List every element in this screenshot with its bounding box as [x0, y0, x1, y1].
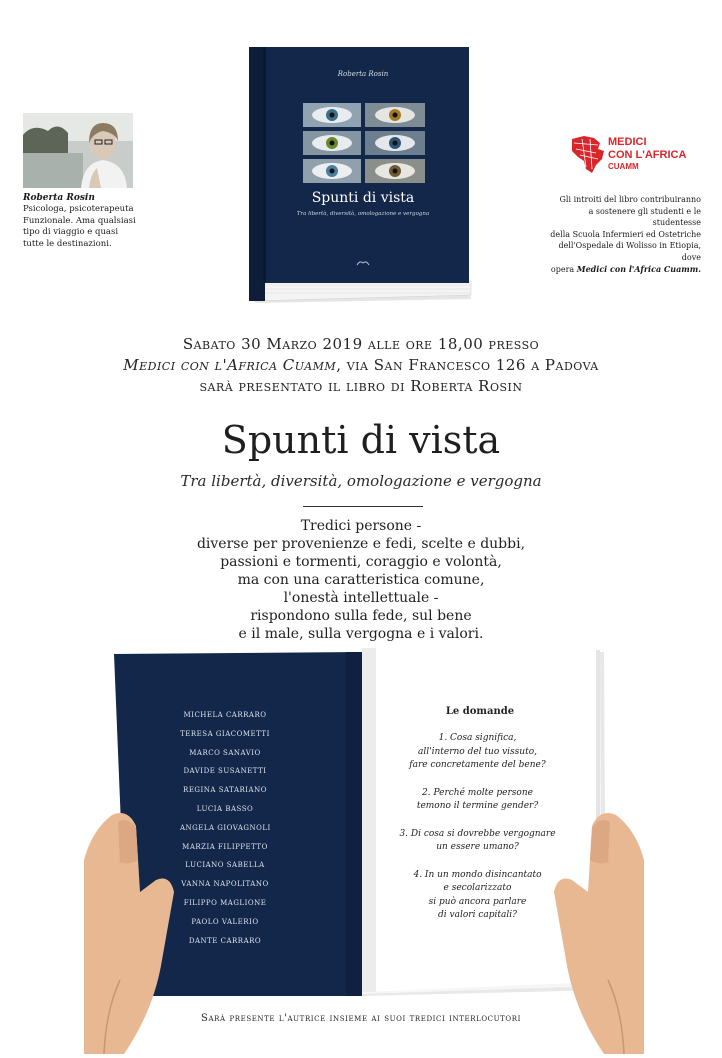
divider	[303, 506, 423, 507]
announcement-line-2	[60, 356, 662, 374]
question-item: 1. Cosa significa, all'interno del tuo vissuto, fare concretamente del bene?	[409, 733, 546, 770]
cover-eyes-image	[303, 103, 425, 183]
interlocutor-name: DANTE CARRARO	[188, 936, 262, 945]
cuamm-info-line: a sostenere gli studenti e le studentesse	[588, 206, 701, 228]
interlocutor-name: PAOLO VALERIO	[191, 917, 259, 926]
interlocutors-list	[180, 706, 270, 950]
page-subtitle: Tra libertà, diversità, omologazione e vergogna	[180, 472, 542, 490]
author-name: Roberta Rosin	[23, 193, 95, 203]
cuamm-info-line: della Scuola Infermieri ed Ostetriche	[550, 229, 701, 239]
cuamm-info-line: dell'Ospedale di Wolisso in Etiopia, dove	[558, 241, 701, 262]
blurb-line: passioni e tormenti, coraggio e volontà,	[220, 554, 502, 570]
cover-title: Spunti di vista	[311, 190, 415, 206]
blurb	[160, 517, 562, 643]
cuamm-logo-line3: CUAMM	[608, 162, 639, 171]
cuamm-logo	[568, 133, 708, 175]
cuamm-info	[548, 194, 701, 275]
interlocutor-name: LUCIANO SABELLA	[185, 861, 265, 870]
cuamm-info-prefix: opera	[550, 264, 577, 274]
cuamm-info-line: Gli introiti del libro contribuiranno	[559, 195, 701, 204]
blurb-line: e il male, sulla vergogna e i valori.	[238, 626, 484, 642]
author-bio-line: tipo di viaggio e quasi	[23, 227, 119, 237]
interlocutor-name: LUCIA BASSO	[196, 804, 254, 813]
announcement-venue: Medici con l'Africa Cuamm	[123, 356, 337, 374]
cuamm-logo-line1: MEDICI	[608, 136, 647, 148]
question-item: 4. In un mondo disincantato e secolarizzato si può ancora parlare di valori capitali?	[413, 869, 542, 920]
blurb-line: rispondono sulla fede, sul bene	[250, 608, 472, 624]
footer-note: Sarà presente l'autrice insieme ai suoi tredici interlocutori	[201, 1013, 521, 1024]
announcement-line-3: sarà presentato il libro di Roberta Rosin	[199, 377, 523, 395]
interlocutor-name: ANGELA GIOVAGNOLI	[180, 823, 271, 832]
interlocutor-name: TERESA GIACOMETTI	[180, 729, 270, 738]
cuamm-logo-line2: CON L'AFRICA	[608, 149, 687, 161]
blurb-line: diverse per provenienze e fedi, scelte e dubbi,	[196, 536, 526, 552]
interlocutor-name: MARCO SANAVIO	[189, 748, 261, 757]
africa-map-icon	[572, 136, 604, 173]
interlocutor-name: VANNA NAPOLITANO	[181, 880, 269, 889]
cuamm-info-line	[548, 264, 701, 276]
interlocutor-name: REGINA SATARIANO	[183, 786, 267, 795]
author-bio-line: Psicologa, psicoterapeuta	[23, 204, 134, 214]
announcement-line-1: Sabato 30 Marzo 2019 alle ore 18,00 presso	[182, 335, 540, 353]
author-bio-line: Funzionale. Ama qualsiasi	[23, 215, 136, 226]
blurb-line: Tredici persone -	[300, 518, 422, 534]
page-title: Spunti di vista	[221, 418, 501, 462]
blurb-line: ma con una caratteristica comune,	[237, 572, 485, 588]
interlocutor-name: DAVIDE SUSANETTI	[183, 767, 267, 776]
interlocutor-name: MARZIA FILIPPETTO	[182, 842, 268, 851]
cover-subtitle: Tra libertà, diversità, omologazione e vergogna	[296, 211, 430, 217]
cover-author: Roberta Rosin	[337, 70, 389, 78]
questions-list	[365, 732, 590, 937]
author-bio-line: tutte le destinazioni.	[23, 238, 112, 249]
announcement-address: , via San Francesco 126 a Padova	[336, 356, 599, 374]
interlocutor-name: FILIPPO MAGLIONE	[183, 898, 267, 907]
author-photo	[23, 113, 133, 188]
blurb-line: l'onestà intellettuale -	[283, 590, 439, 606]
publisher-logo-icon	[356, 252, 370, 260]
questions-heading: Le domande	[445, 706, 515, 717]
author-bio	[23, 204, 138, 250]
question-item: 3. Di cosa si dovrebbe vergognare un essere umano?	[399, 828, 556, 852]
cuamm-info-emph: Medici con l'Africa Cuamm.	[576, 263, 701, 274]
interlocutor-name: MICHELA CARRARO	[183, 711, 267, 719]
question-item: 2. Perché molte persone temono il termine gender?	[416, 787, 539, 811]
